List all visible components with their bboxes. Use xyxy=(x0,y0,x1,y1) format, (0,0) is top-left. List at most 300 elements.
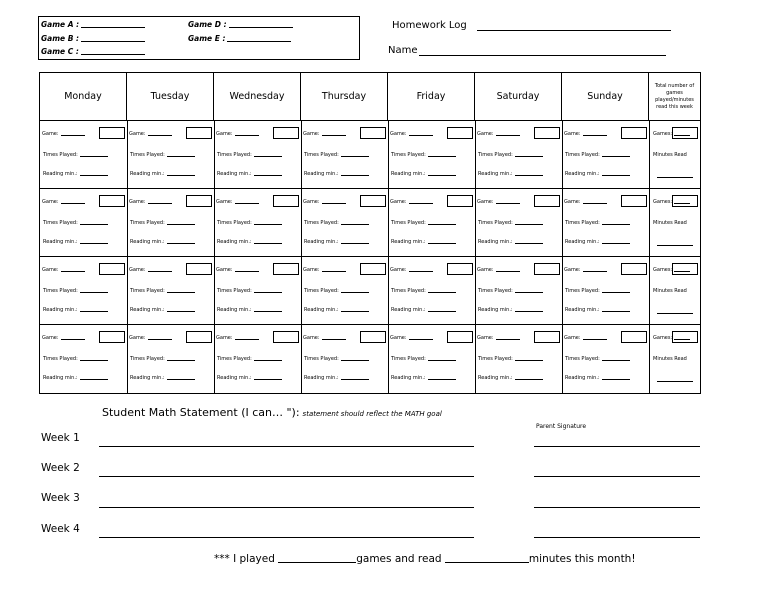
times-played-field-blank[interactable] xyxy=(602,224,630,225)
reading-min-field-blank[interactable] xyxy=(80,311,108,312)
score-box[interactable] xyxy=(273,263,299,275)
times-played-field-blank[interactable] xyxy=(515,224,543,225)
times-played-field[interactable] xyxy=(478,288,543,294)
day-entry-cell xyxy=(42,121,126,189)
score-box[interactable] xyxy=(447,331,473,343)
times-played-field[interactable] xyxy=(304,288,369,294)
times-played-field[interactable] xyxy=(478,220,543,226)
summary-middle: games and read xyxy=(356,553,442,565)
times-played-field-blank[interactable] xyxy=(341,292,369,293)
game-field-blank[interactable] xyxy=(61,271,85,272)
math-statement-title: Student Math Statement (I can… "): xyxy=(102,406,300,419)
score-box[interactable] xyxy=(621,331,647,343)
reading-min-field-blank[interactable] xyxy=(341,311,369,312)
reading-min-field-label: Reading min.: xyxy=(478,239,513,245)
score-box[interactable] xyxy=(360,127,386,139)
reading-min-field-blank[interactable] xyxy=(341,379,369,380)
times-played-field-label: Times Played: xyxy=(217,288,252,294)
name-label: Name xyxy=(388,45,418,56)
game-a-blank[interactable] xyxy=(81,27,145,28)
reading-min-field-blank[interactable] xyxy=(515,311,543,312)
times-played-field[interactable] xyxy=(130,220,195,226)
times-played-field[interactable] xyxy=(130,288,195,294)
game-field-label: Game: xyxy=(216,267,233,273)
reading-min-field[interactable] xyxy=(304,307,369,313)
reading-min-field-blank[interactable] xyxy=(254,379,282,380)
game-field-blank[interactable] xyxy=(409,135,433,136)
times-played-field[interactable] xyxy=(391,152,456,158)
times-played-field-blank[interactable] xyxy=(428,292,456,293)
reading-min-field-blank[interactable] xyxy=(602,243,630,244)
score-box[interactable] xyxy=(360,331,386,343)
score-box[interactable] xyxy=(186,127,212,139)
reading-min-field-blank[interactable] xyxy=(80,175,108,176)
reading-min-field-label: Reading min.: xyxy=(217,375,252,381)
score-box[interactable] xyxy=(360,263,386,275)
score-box[interactable] xyxy=(447,195,473,207)
game-field[interactable] xyxy=(129,267,172,273)
reading-min-field-label: Reading min.: xyxy=(43,171,78,177)
times-played-field[interactable] xyxy=(217,220,282,226)
game-field-label: Game: xyxy=(390,131,407,137)
game-field-label: Game: xyxy=(564,335,581,341)
game-field-label: Game: xyxy=(129,267,146,273)
reading-min-field[interactable] xyxy=(130,171,195,177)
game-field-blank[interactable] xyxy=(496,339,520,340)
reading-min-field-blank[interactable] xyxy=(254,311,282,312)
total-minutes-field-label: Minutes Read xyxy=(653,220,687,226)
total-minutes-blank[interactable] xyxy=(657,177,693,178)
week-1-signature-line[interactable] xyxy=(534,446,700,447)
times-played-field[interactable] xyxy=(43,288,108,294)
times-played-field-blank[interactable] xyxy=(428,156,456,157)
weekly-total-cell xyxy=(651,257,699,325)
times-played-field-label: Times Played: xyxy=(43,356,78,362)
times-played-field-blank[interactable] xyxy=(428,224,456,225)
times-played-field-blank[interactable] xyxy=(341,224,369,225)
reading-min-field-label: Reading min.: xyxy=(391,171,426,177)
reading-min-field[interactable] xyxy=(130,307,195,313)
reading-min-field[interactable] xyxy=(478,239,543,245)
game-field-blank[interactable] xyxy=(61,203,85,204)
score-box[interactable] xyxy=(273,127,299,139)
game-field-blank[interactable] xyxy=(496,135,520,136)
reading-min-field-label: Reading min.: xyxy=(217,239,252,245)
game-field-blank[interactable] xyxy=(235,203,259,204)
day-entry-cell xyxy=(129,257,213,325)
total-minutes-blank[interactable] xyxy=(657,381,693,382)
game-field[interactable] xyxy=(42,267,85,273)
times-played-field[interactable] xyxy=(565,152,630,158)
reading-min-field[interactable] xyxy=(565,171,630,177)
game-field-blank[interactable] xyxy=(322,203,346,204)
reading-min-field-blank[interactable] xyxy=(515,379,543,380)
total-minutes-blank[interactable] xyxy=(657,313,693,314)
reading-min-field-blank[interactable] xyxy=(602,379,630,380)
reading-min-field-blank[interactable] xyxy=(80,243,108,244)
game-c-label: Game C : xyxy=(41,47,79,56)
game-d-blank[interactable] xyxy=(229,27,293,28)
game-field-blank[interactable] xyxy=(148,339,172,340)
game-field[interactable] xyxy=(303,199,346,205)
reading-min-field-blank[interactable] xyxy=(602,311,630,312)
game-field-blank[interactable] xyxy=(496,271,520,272)
total-minutes-field[interactable] xyxy=(653,220,687,226)
reading-min-field[interactable] xyxy=(478,307,543,313)
reading-min-field-label: Reading min.: xyxy=(130,171,165,177)
reading-min-field[interactable] xyxy=(43,171,108,177)
reading-min-field[interactable] xyxy=(391,307,456,313)
weekly-total-cell xyxy=(651,189,699,257)
game-b-blank[interactable] xyxy=(81,41,145,42)
game-field-blank[interactable] xyxy=(148,203,172,204)
reading-min-field-blank[interactable] xyxy=(428,379,456,380)
game-field[interactable] xyxy=(564,199,607,205)
times-played-field-blank[interactable] xyxy=(254,156,282,157)
times-played-field[interactable] xyxy=(130,152,195,158)
times-played-field[interactable] xyxy=(304,220,369,226)
score-box[interactable] xyxy=(621,263,647,275)
times-played-field[interactable] xyxy=(391,220,456,226)
game-a-field[interactable] xyxy=(41,20,145,29)
times-played-field[interactable] xyxy=(304,356,369,362)
reading-min-field-blank[interactable] xyxy=(602,175,630,176)
times-played-field-label: Times Played: xyxy=(391,220,426,226)
score-box[interactable] xyxy=(273,195,299,207)
times-played-field-blank[interactable] xyxy=(341,156,369,157)
reading-min-field-blank[interactable] xyxy=(167,243,195,244)
reading-min-field-label: Reading min.: xyxy=(130,375,165,381)
game-field-label: Game: xyxy=(303,199,320,205)
game-field-blank[interactable] xyxy=(583,339,607,340)
times-played-field[interactable] xyxy=(391,288,456,294)
times-played-field-blank[interactable] xyxy=(341,360,369,361)
game-field-blank[interactable] xyxy=(322,135,346,136)
score-box[interactable] xyxy=(534,263,560,275)
reading-min-field[interactable] xyxy=(565,239,630,245)
times-played-field[interactable] xyxy=(565,220,630,226)
game-field-blank[interactable] xyxy=(148,271,172,272)
game-field[interactable] xyxy=(42,131,85,137)
times-played-field[interactable] xyxy=(304,152,369,158)
game-field-blank[interactable] xyxy=(496,203,520,204)
times-played-field-blank[interactable] xyxy=(515,156,543,157)
day-entry-cell xyxy=(564,257,648,325)
reading-min-field-blank[interactable] xyxy=(428,311,456,312)
times-played-field[interactable] xyxy=(478,152,543,158)
total-minutes-field-label: Minutes Read xyxy=(653,356,687,362)
times-played-field-label: Times Played: xyxy=(304,152,339,158)
times-played-field-blank[interactable] xyxy=(167,156,195,157)
reading-min-field[interactable] xyxy=(391,171,456,177)
reading-min-field[interactable] xyxy=(43,307,108,313)
minutes-total-blank[interactable] xyxy=(445,562,529,563)
reading-min-field-label: Reading min.: xyxy=(391,375,426,381)
times-played-field-blank[interactable] xyxy=(167,224,195,225)
score-box[interactable] xyxy=(621,127,647,139)
times-played-field-blank[interactable] xyxy=(167,292,195,293)
game-field-blank[interactable] xyxy=(583,271,607,272)
game-field[interactable] xyxy=(564,335,607,341)
total-games-box[interactable] xyxy=(672,127,698,139)
times-played-field[interactable] xyxy=(565,288,630,294)
game-field[interactable] xyxy=(477,267,520,273)
game-field[interactable] xyxy=(303,335,346,341)
game-field[interactable] xyxy=(303,131,346,137)
times-played-field-blank[interactable] xyxy=(254,224,282,225)
times-played-field-blank[interactable] xyxy=(80,224,108,225)
times-played-field-label: Times Played: xyxy=(391,356,426,362)
reading-min-field[interactable] xyxy=(217,171,282,177)
times-played-field[interactable] xyxy=(43,356,108,362)
times-played-field[interactable] xyxy=(130,356,195,362)
times-played-field[interactable] xyxy=(217,288,282,294)
game-field[interactable] xyxy=(477,335,520,341)
reading-min-field-blank[interactable] xyxy=(167,311,195,312)
times-played-field-blank[interactable] xyxy=(428,360,456,361)
reading-min-field[interactable] xyxy=(565,375,630,381)
game-e-field[interactable] xyxy=(188,34,291,43)
score-box[interactable] xyxy=(447,127,473,139)
times-played-field[interactable] xyxy=(217,356,282,362)
day-entry-cell xyxy=(42,325,126,393)
game-field[interactable] xyxy=(216,131,259,137)
game-field-blank[interactable] xyxy=(61,339,85,340)
reading-min-field[interactable] xyxy=(478,375,543,381)
times-played-field-blank[interactable] xyxy=(515,360,543,361)
day-entry-cell xyxy=(303,121,387,189)
day-entry-cell xyxy=(390,257,474,325)
homework-log-blank[interactable] xyxy=(477,30,671,31)
game-field-blank[interactable] xyxy=(409,271,433,272)
reading-min-field-blank[interactable] xyxy=(167,175,195,176)
total-games-box[interactable] xyxy=(672,195,698,207)
reading-min-field-label: Reading min.: xyxy=(565,239,600,245)
week-1-statement-line[interactable] xyxy=(99,446,474,447)
week-4-signature-line[interactable] xyxy=(534,537,700,538)
game-field[interactable] xyxy=(390,199,433,205)
score-box[interactable] xyxy=(534,127,560,139)
game-field[interactable] xyxy=(390,267,433,273)
total-games-box[interactable] xyxy=(672,263,698,275)
reading-min-field[interactable] xyxy=(304,239,369,245)
reading-min-field[interactable] xyxy=(43,239,108,245)
reading-min-field[interactable] xyxy=(217,375,282,381)
game-d-field[interactable] xyxy=(188,20,293,29)
game-field[interactable] xyxy=(477,131,520,137)
reading-min-field-label: Reading min.: xyxy=(304,375,339,381)
day-entry-cell xyxy=(129,325,213,393)
score-box[interactable] xyxy=(99,331,125,343)
times-played-field-label: Times Played: xyxy=(217,356,252,362)
game-c-field[interactable] xyxy=(41,47,145,56)
game-b-field[interactable] xyxy=(41,34,145,43)
reading-min-field-blank[interactable] xyxy=(341,175,369,176)
game-field[interactable] xyxy=(216,267,259,273)
times-played-field-blank[interactable] xyxy=(80,360,108,361)
times-played-field-blank[interactable] xyxy=(80,292,108,293)
game-field[interactable] xyxy=(564,267,607,273)
score-box[interactable] xyxy=(99,195,125,207)
week-2-statement-line[interactable] xyxy=(99,476,474,477)
reading-min-field[interactable] xyxy=(304,171,369,177)
reading-min-field-blank[interactable] xyxy=(167,379,195,380)
game-field-label: Game: xyxy=(477,267,494,273)
column-divider xyxy=(127,120,128,394)
day-header-sunday: Sunday xyxy=(562,73,649,120)
reading-min-field-blank[interactable] xyxy=(428,175,456,176)
reading-min-field[interactable] xyxy=(565,307,630,313)
game-c-blank[interactable] xyxy=(81,54,145,55)
times-played-field-label: Times Played: xyxy=(130,152,165,158)
game-field-blank[interactable] xyxy=(583,135,607,136)
reading-min-field-blank[interactable] xyxy=(515,243,543,244)
weekly-log-table xyxy=(39,72,701,394)
reading-min-field[interactable] xyxy=(391,239,456,245)
week-3-statement-line[interactable] xyxy=(99,507,474,508)
score-box[interactable] xyxy=(360,195,386,207)
game-field[interactable] xyxy=(303,267,346,273)
score-box[interactable] xyxy=(534,195,560,207)
game-field[interactable] xyxy=(564,131,607,137)
score-box[interactable] xyxy=(186,195,212,207)
score-box[interactable] xyxy=(447,263,473,275)
game-field-label: Game: xyxy=(564,131,581,137)
game-d-label: Game D : xyxy=(188,20,227,29)
times-played-field-label: Times Played: xyxy=(43,220,78,226)
games-total-blank[interactable] xyxy=(278,562,356,563)
reading-min-field-blank[interactable] xyxy=(515,175,543,176)
game-field[interactable] xyxy=(129,199,172,205)
math-statement-subtitle: statement should reflect the MATH goal xyxy=(302,410,442,418)
summary-suffix: minutes this month! xyxy=(528,553,636,565)
reading-min-field[interactable] xyxy=(217,239,282,245)
total-games-field-label: Games: xyxy=(653,267,673,273)
game-field[interactable] xyxy=(129,335,172,341)
game-field-blank[interactable] xyxy=(409,203,433,204)
game-field-label: Game: xyxy=(42,199,59,205)
day-entry-cell xyxy=(303,189,387,257)
reading-min-field[interactable] xyxy=(130,239,195,245)
game-field-blank[interactable] xyxy=(235,271,259,272)
game-field[interactable] xyxy=(129,131,172,137)
reading-min-field-label: Reading min.: xyxy=(478,375,513,381)
day-entry-cell xyxy=(216,189,300,257)
game-field-blank[interactable] xyxy=(61,135,85,136)
total-games-box[interactable] xyxy=(672,331,698,343)
score-box[interactable] xyxy=(99,263,125,275)
reading-min-field[interactable] xyxy=(391,375,456,381)
score-box[interactable] xyxy=(534,331,560,343)
reading-min-field-blank[interactable] xyxy=(428,243,456,244)
times-played-field[interactable] xyxy=(391,356,456,362)
game-field-label: Game: xyxy=(477,335,494,341)
game-field[interactable] xyxy=(477,199,520,205)
day-header-saturday: Saturday xyxy=(475,73,562,120)
score-box[interactable] xyxy=(273,331,299,343)
times-played-field[interactable] xyxy=(43,152,108,158)
times-played-field-blank[interactable] xyxy=(254,292,282,293)
total-minutes-field-label: Minutes Read xyxy=(653,152,687,158)
score-box[interactable] xyxy=(186,263,212,275)
times-played-field-blank[interactable] xyxy=(602,156,630,157)
times-played-field-blank[interactable] xyxy=(167,360,195,361)
game-field[interactable] xyxy=(42,199,85,205)
day-entry-cell xyxy=(216,257,300,325)
game-field-label: Game: xyxy=(303,335,320,341)
game-field-label: Game: xyxy=(303,267,320,273)
total-minutes-field[interactable] xyxy=(653,288,687,294)
reading-min-field-label: Reading min.: xyxy=(478,171,513,177)
day-entry-cell xyxy=(303,257,387,325)
reading-min-field-blank[interactable] xyxy=(341,243,369,244)
times-played-field[interactable] xyxy=(565,356,630,362)
score-box[interactable] xyxy=(186,331,212,343)
times-played-field-blank[interactable] xyxy=(602,360,630,361)
game-field[interactable] xyxy=(390,131,433,137)
times-played-field[interactable] xyxy=(478,356,543,362)
times-played-field[interactable] xyxy=(43,220,108,226)
game-field-blank[interactable] xyxy=(148,135,172,136)
game-field[interactable] xyxy=(42,335,85,341)
name-blank[interactable] xyxy=(419,55,666,56)
total-minutes-blank[interactable] xyxy=(657,245,693,246)
game-field-blank[interactable] xyxy=(235,135,259,136)
day-entry-cell xyxy=(216,325,300,393)
times-played-field-blank[interactable] xyxy=(515,292,543,293)
times-played-field[interactable] xyxy=(217,152,282,158)
game-field-blank[interactable] xyxy=(583,203,607,204)
game-field[interactable] xyxy=(216,335,259,341)
game-field-blank[interactable] xyxy=(235,339,259,340)
game-field[interactable] xyxy=(216,199,259,205)
reading-min-field[interactable] xyxy=(43,375,108,381)
reading-min-field[interactable] xyxy=(217,307,282,313)
reading-min-field-blank[interactable] xyxy=(254,175,282,176)
game-field-blank[interactable] xyxy=(322,339,346,340)
times-played-field-blank[interactable] xyxy=(254,360,282,361)
game-field-label: Game: xyxy=(303,131,320,137)
total-minutes-field[interactable] xyxy=(653,152,687,158)
week-1-label: Week 1 xyxy=(41,432,80,444)
week-4-statement-line[interactable] xyxy=(99,537,474,538)
reading-min-field-label: Reading min.: xyxy=(565,375,600,381)
game-field[interactable] xyxy=(390,335,433,341)
game-field-blank[interactable] xyxy=(409,339,433,340)
reading-min-field[interactable] xyxy=(478,171,543,177)
total-minutes-field[interactable] xyxy=(653,356,687,362)
week-3-signature-line[interactable] xyxy=(534,507,700,508)
reading-min-field-label: Reading min.: xyxy=(217,171,252,177)
reading-min-field[interactable] xyxy=(304,375,369,381)
reading-min-field[interactable] xyxy=(130,375,195,381)
game-field-label: Game: xyxy=(390,335,407,341)
game-e-blank[interactable] xyxy=(227,41,291,42)
homework-log-title: Homework Log xyxy=(392,20,467,31)
score-box[interactable] xyxy=(621,195,647,207)
times-played-field-blank[interactable] xyxy=(602,292,630,293)
day-entry-cell xyxy=(564,325,648,393)
math-statement-heading xyxy=(102,406,442,419)
game-field-blank[interactable] xyxy=(322,271,346,272)
reading-min-field-blank[interactable] xyxy=(80,379,108,380)
week-2-signature-line[interactable] xyxy=(534,476,700,477)
reading-min-field-label: Reading min.: xyxy=(565,307,600,313)
reading-min-field-blank[interactable] xyxy=(254,243,282,244)
score-box[interactable] xyxy=(99,127,125,139)
times-played-field-blank[interactable] xyxy=(80,156,108,157)
times-played-field-label: Times Played: xyxy=(304,220,339,226)
